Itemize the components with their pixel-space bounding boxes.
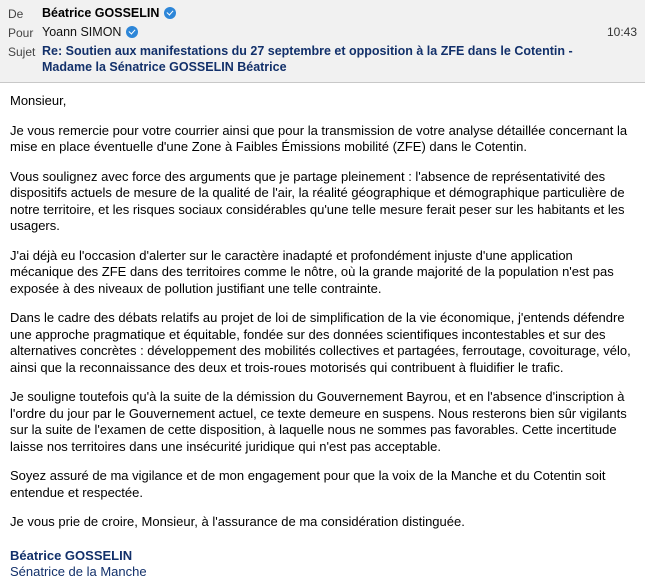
- message-time: 10:43: [606, 25, 637, 39]
- paragraph: Je vous prie de croire, Monsieur, à l'assurance de ma considération distinguée.: [10, 514, 465, 529]
- signature-name: Béatrice GOSSELIN: [10, 547, 133, 563]
- to-value[interactable]: [42, 24, 599, 40]
- paragraph: Soyez assuré de ma vigilance et de mon engagement pour que la voix de la Manche et du Cotentin soit entendue et respectée.: [10, 468, 606, 500]
- from-label: De: [8, 7, 24, 21]
- from-row: [0, 4, 645, 23]
- email-body: [0, 83, 645, 586]
- verified-badge-icon: [164, 7, 176, 19]
- to-recipient-name: Yoann SIMON: [42, 25, 122, 39]
- email-header: [0, 0, 645, 83]
- email-signature: [10, 548, 635, 580]
- paragraph: Je souligne toutefois qu'à la suite de la démission du Gouvernement Bayrou, et en l'absence d'inscription à l'ordre du jour par le Gouvernement actuel, ce texte demeure en suspens. Nous resterons bien sûr vigilants sur la suite de l'examen de cette disposition, à laquelle nous ne sommes pas favorables. Cette incertitude laisse nos territoires dans une insécurité juridique qui n'est pas acceptable.: [10, 389, 627, 454]
- paragraph: Je vous remercie pour votre courrier ainsi que pour la transmission de votre analyse détaillée concernant la mise en place éventuelle d'une Zone à Faibles Émissions mobilité (ZFE) dans le Cotentin.: [10, 122, 628, 154]
- to-row: [0, 23, 645, 42]
- subject-row: [0, 42, 645, 76]
- subject-label: Sujet: [8, 45, 36, 59]
- subject-value: [42, 43, 637, 75]
- paragraph: Dans le cadre des débats relatifs au projet de loi de simplification de la vie économique, j'entends défendre une approche pragmatique et équitable, fondée sur des données scientifiques incontestables et sur des alternatives concrètes : développement des mobilités collectives et partagées, ferroutage, covoiturage, vélo, ainsi que la reconnaissance des deux et trois-roues motorisés qui contribuent à fluidifier le trafic.: [10, 310, 631, 375]
- subject-text: Re: Soutien aux manifestations du 27 septembre et opposition à la ZFE dans le Cotentin - Madame la Sénatrice GOSSELIN Béatrice: [42, 44, 573, 74]
- paragraph: Vous soulignez avec force des arguments que je partage pleinement : l'absence de représentativité des dispositifs actuels de mesure de la qualité de l'air, la réalité géographique et démographique particulière de notre territoire, et les risques sociaux considérables qu'une telle mesure ferait peser sur les habitants et les usagers.: [10, 168, 625, 233]
- paragraph: Monsieur,: [10, 93, 67, 108]
- paragraph: J'ai déjà eu l'occasion d'alerter sur le caractère inadapté et profondément injuste d'une application mécanique des ZFE dans des territoires comme le nôtre, où la grande majorité de la population n'est pas exposée à des niveaux de pollution justifiant une telle contrainte.: [10, 247, 614, 296]
- from-value[interactable]: [42, 5, 637, 21]
- verified-badge-icon: [126, 26, 138, 38]
- from-sender-name: Béatrice GOSSELIN: [42, 6, 160, 20]
- signature-title: Sénatrice de la Manche: [10, 563, 147, 579]
- to-label: Pour: [8, 26, 34, 40]
